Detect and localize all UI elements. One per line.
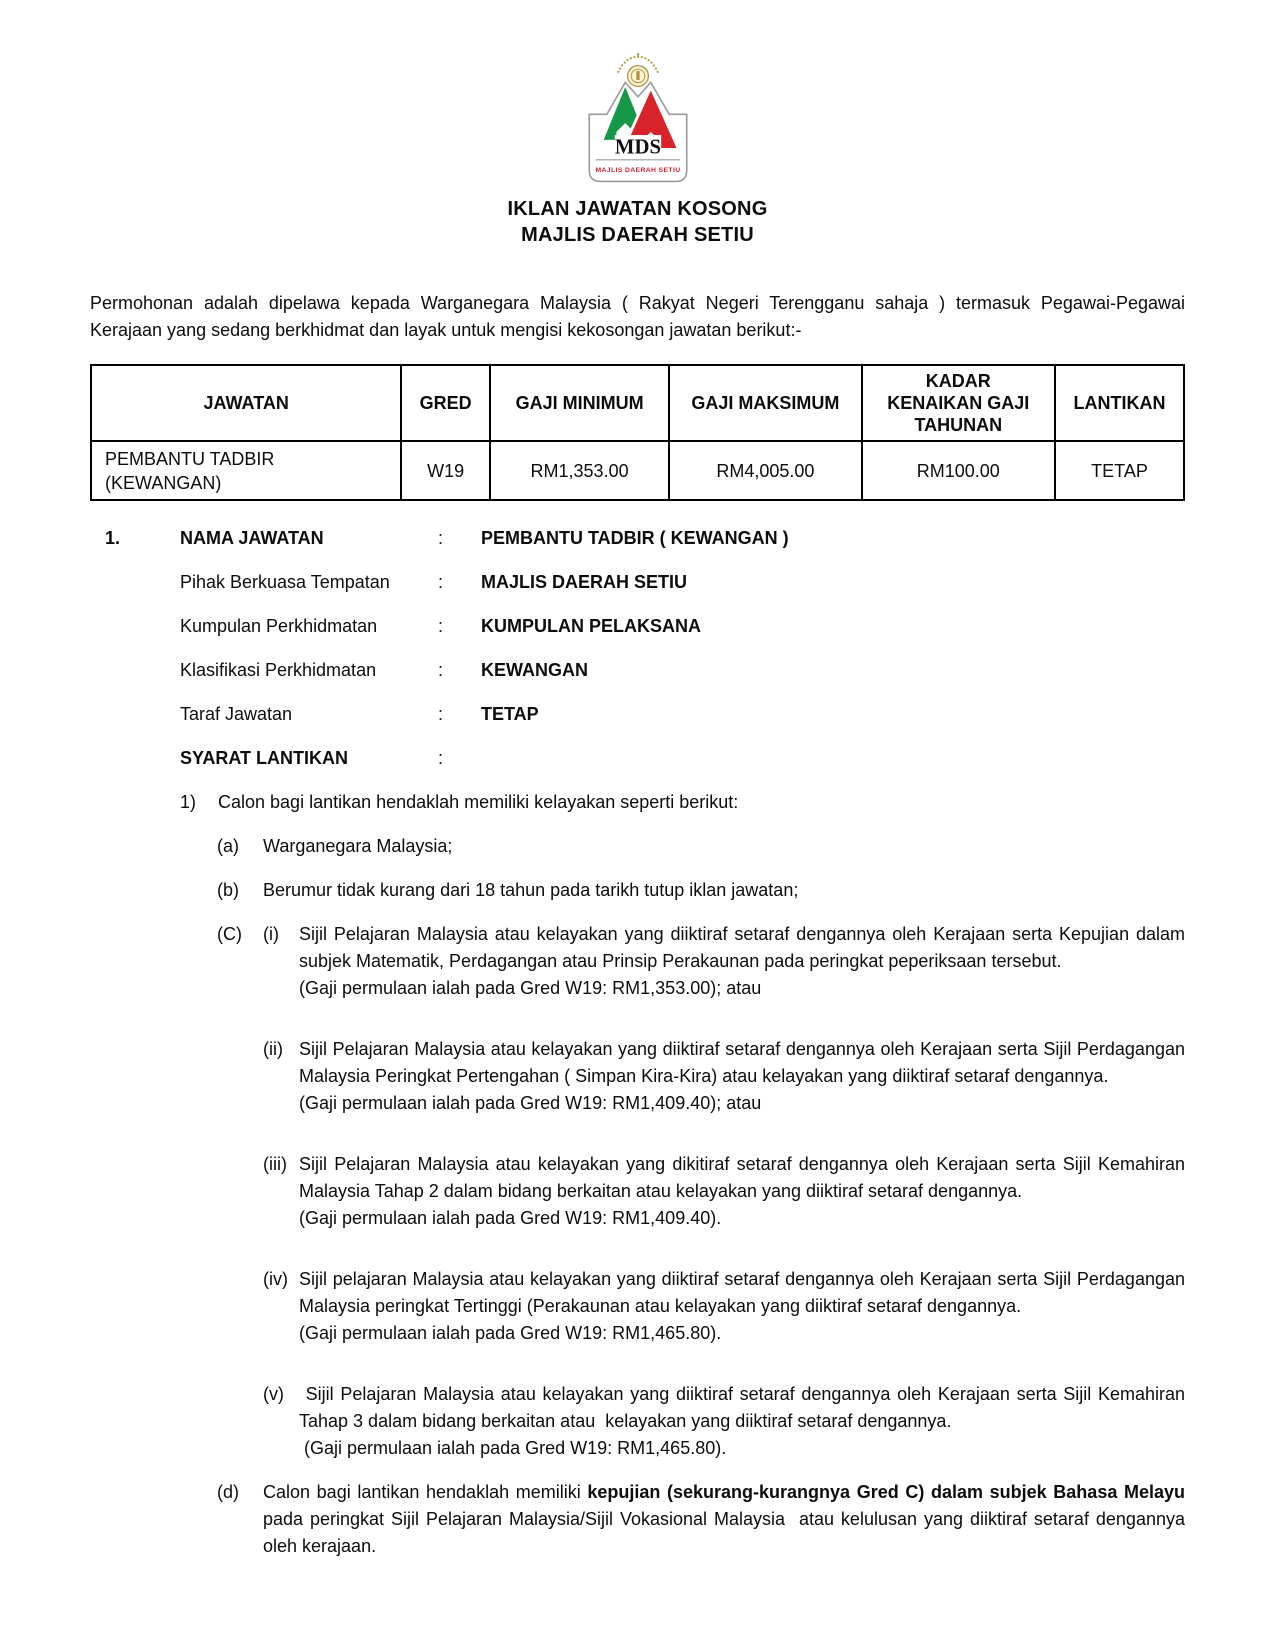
detail-row-nama-jawatan [105,525,1185,552]
subitem-iii [263,1151,1185,1232]
subitem-iv-body [299,1266,1185,1347]
detail-value-empty [481,745,1185,772]
detail-number-spacer [105,613,180,640]
requirement-item-c [217,921,1185,1462]
subitem-i [263,921,1185,1002]
subitem-v-marker: (v) [263,1384,284,1404]
detail-number-spacer [105,569,180,596]
detail-label: Klasifikasi Perkhidmatan [180,660,377,680]
logo-banner-text: MAJLIS DAERAH SETIU [594,166,681,174]
subitem-i-gaji: (Gaji permulaan ialah pada Gred W19: RM1,353.00); atau [299,978,762,998]
subitem-iv-marker: (iv) [263,1269,288,1289]
subitem-iii-gaji: (Gaji permulaan ialah pada Gred W19: RM1,409.40). [299,1208,722,1228]
header-kadar-line2: KENAIKAN GAJI [887,393,1030,413]
subitem-ii [263,1036,1185,1117]
detail-colon: : [438,748,444,768]
header-kadar-kenaikan [862,365,1055,441]
requirement-item-b [217,877,1185,904]
detail-row-taraf [105,701,1185,728]
requirement-intro [180,789,1185,816]
subitem-ii-body [299,1036,1185,1117]
detail-label: Pihak Berkuasa Tempatan [180,572,390,592]
item-d-text-normal2: pada peringkat Sijil Pelajaran Malaysia/Sijil Vokasional Malaysia atau kelulusan yang diiktiraf setaraf dengannya oleh kerajaan. [263,1509,1185,1556]
item-d-body [263,1479,1185,1560]
item-b-marker: (b) [217,880,239,900]
detail-colon: : [438,572,444,592]
mds-crest-icon [578,52,698,183]
detail-row-kumpulan [105,613,1185,640]
page-title-line1: IKLAN JAWATAN KOSONG [507,198,768,220]
header-gaji-maksimum: GAJI MAKSIMUM [669,365,861,441]
item-a-text: Warganegara Malaysia; [263,836,453,856]
detail-number-spacer [105,657,180,684]
item-a-marker: (a) [217,836,239,856]
detail-row-syarat-lantikan [105,745,1185,772]
subitem-v-body [299,1381,1185,1462]
vacancy-table-header-row [91,365,1184,441]
detail-number-spacer [105,701,180,728]
job-details-section [90,525,1185,772]
subitem-iv-text: Sijil pelajaran Malaysia atau kelayakan yang diiktiraf setaraf dengannya oleh Kerajaan serta Sijil Perdagangan Malaysia peringkat Tertinggi (Perakaunan atau kelayakan yang diiktiraf setaraf dengannya. [299,1269,1185,1316]
detail-label: NAMA JAWATAN [180,528,324,548]
item-d-marker: (d) [217,1482,239,1502]
requirement-item-a [217,833,1185,860]
requirement-intro-marker: 1) [180,792,197,812]
subitem-v-text: Sijil Pelajaran Malaysia atau kelayakan yang diiktiraf setaraf dengannya oleh Kerajaan serta Sijil Kemahiran Tahap 3 dalam bidang berkaitan atau kelayakan yang diiktiraf setaraf dengannya. [299,1384,1185,1431]
cell-gaji-maksimum: RM4,005.00 [669,441,861,500]
cell-jawatan: PEMBANTU TADBIR (KEWANGAN) [91,441,401,500]
detail-row-pihak-berkuasa [105,569,1185,596]
logo-acronym: MDS [614,136,661,159]
vacancy-table-data-row [91,441,1184,500]
detail-label: Taraf Jawatan [180,704,293,724]
subitem-v [263,1381,1185,1462]
page-title-line2: MAJLIS DAERAH SETIU [521,224,754,246]
subitem-ii-text: Sijil Pelajaran Malaysia atau kelayakan yang diiktiraf setaraf dengannya oleh Kerajaan serta Sijil Perdagangan Malaysia Peringkat Pertengahan ( Simpan Kira-Kira) atau kelayakan yang diiktiraf setaraf dengannya. [299,1039,1185,1086]
cell-gaji-minimum: RM1,353.00 [490,441,669,500]
detail-colon: : [438,528,444,548]
vacancy-table [90,364,1185,501]
mds-logo [90,52,1185,180]
subitem-i-body [299,921,1185,1002]
requirement-item-d [217,1479,1185,1560]
detail-value: MAJLIS DAERAH SETIU [481,572,688,592]
cell-kadar: RM100.00 [862,441,1055,500]
subitem-i-marker: (i) [263,924,279,944]
item-d-text-normal1: Calon bagi lantikan hendaklah memiliki [263,1482,588,1502]
subitem-i-text: Sijil Pelajaran Malaysia atau kelayakan yang diiktiraf setaraf dengannya oleh Kerajaan serta Kepujian dalam subjek Matematik, Perdagangan atau Prinsip Perakaunan pada peringkat peperiksaan tersebut. [299,924,1185,971]
detail-colon: : [438,660,444,680]
detail-colon: : [438,704,444,724]
item-c-subitems [263,921,1185,1462]
detail-label: Kumpulan Perkhidmatan [180,616,378,636]
header-gaji-minimum: GAJI MINIMUM [490,365,669,441]
cell-lantikan: TETAP [1055,441,1184,500]
item-d-text-bold: kepujian (sekurang-kurangnya Gred C) dalam subjek Bahasa Melayu [587,1482,1185,1502]
detail-value: PEMBANTU TADBIR ( KEWANGAN ) [481,528,789,548]
detail-colon: : [438,616,444,636]
subitem-ii-marker: (ii) [263,1039,283,1059]
item-c-marker: (C) [217,924,242,944]
subitem-v-gaji: (Gaji permulaan ialah pada Gred W19: RM1,465.80). [299,1438,727,1458]
crest-star-icon [636,53,639,56]
header-gred: GRED [401,365,490,441]
detail-value: TETAP [481,704,539,724]
subitem-ii-gaji: (Gaji permulaan ialah pada Gred W19: RM1,409.40); atau [299,1093,762,1113]
syarat-lantikan-label: SYARAT LANTIKAN [180,748,349,768]
header-jawatan: JAWATAN [91,365,401,441]
detail-value: KEWANGAN [481,660,588,680]
header-lantikan: LANTIKAN [1055,365,1184,441]
detail-number-spacer [105,745,180,772]
cell-gred: W19 [401,441,490,500]
header-kadar-line3: TAHUNAN [914,415,1003,435]
requirement-intro-text: Calon bagi lantikan hendaklah memiliki kelayakan seperti berikut: [218,792,739,812]
section-number: 1. [105,528,121,548]
crest-tower-icon [636,71,639,80]
subitem-iv-gaji: (Gaji permulaan ialah pada Gred W19: RM1,465.80). [299,1323,722,1343]
subitem-iv [263,1266,1185,1347]
subitem-iii-text: Sijil Pelajaran Malaysia atau kelayakan yang dikitiraf setaraf dengannya oleh Kerajaan serta Sijil Kemahiran Malaysia Tahap 2 dalam bidang berkaitan atau kelayakan yang diiktiraf setaraf dengannya. [299,1154,1185,1201]
subitem-iii-marker: (iii) [263,1154,287,1174]
intro-paragraph: Permohonan adalah dipelawa kepada Warganegara Malaysia ( Rakyat Negeri Terengganu sahaja ) termasuk Pegawai-Pegawai Kerajaan yang sedang berkhidmat dan layak untuk mengisi kekosongan jawatan berikut:- [90,293,1185,340]
subitem-iii-body [299,1151,1185,1232]
detail-value: KUMPULAN PELAKSANA [481,616,701,636]
header-kadar-line1: KADAR [925,371,991,391]
detail-row-klasifikasi [105,657,1185,684]
item-b-text: Berumur tidak kurang dari 18 tahun pada tarikh tutup iklan jawatan; [263,880,799,900]
page-title [90,196,1185,248]
